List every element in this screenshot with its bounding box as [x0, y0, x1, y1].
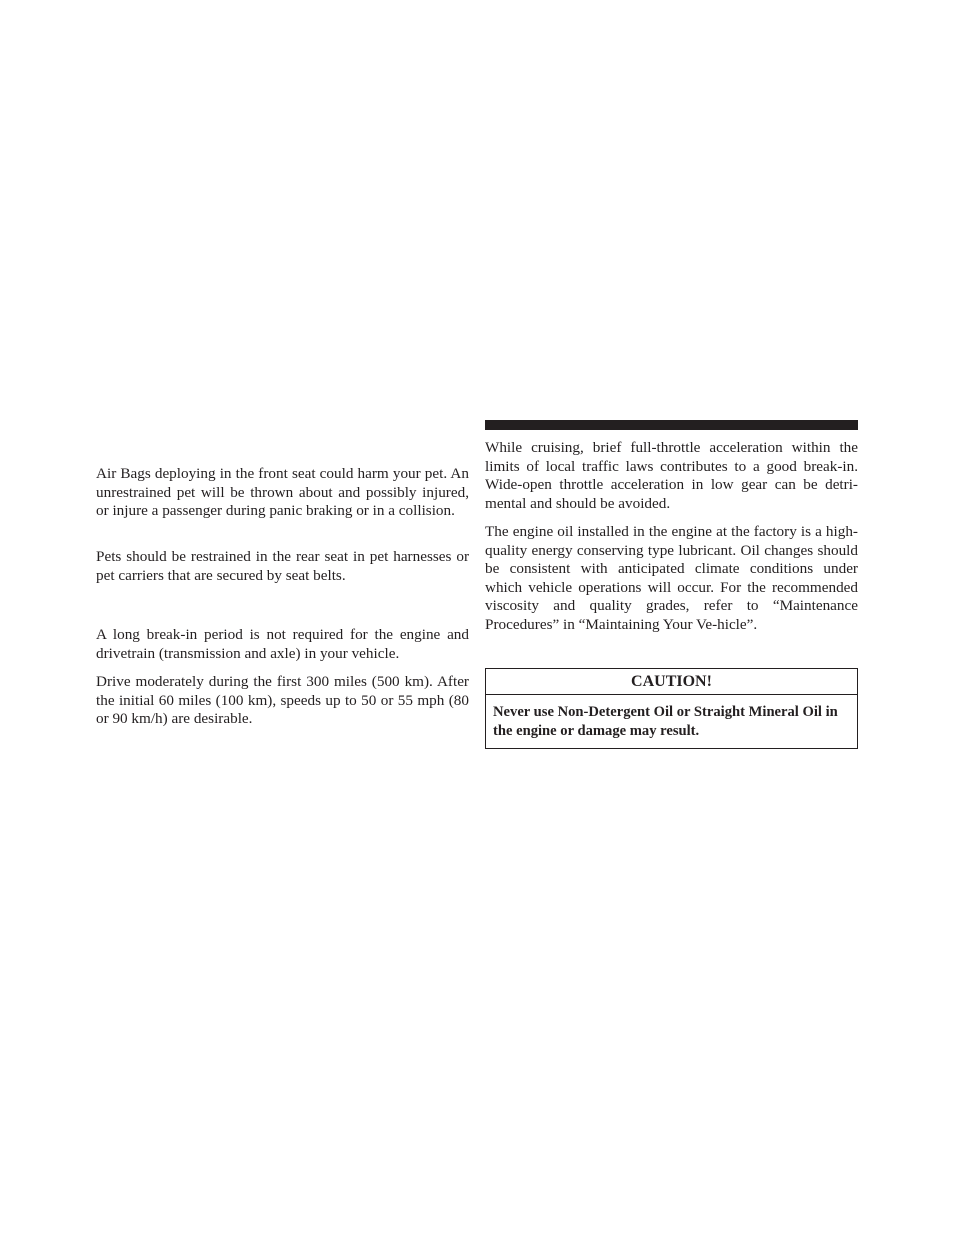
drive-moderately-paragraph: Drive moderately during the first 300 miles (500 km). After the initial 60 miles (100 km), speeds up to 50 or 55 mph (80 or 90 km/h) are desirable. [96, 673, 469, 728]
pets-airbag-paragraph: Air Bags deploying in the front seat could harm your pet. An unrestrained pet will be thrown about and possibly injured, or injure a passenger during panic braking or in a collision. [96, 465, 469, 520]
caution-title: CAUTION! [486, 669, 857, 695]
pets-restraint-paragraph: Pets should be restrained in the rear seat in pet harnesses or pet carriers that are secured by seat belts. [96, 548, 469, 584]
cruising-paragraph: While cruising, brief full-throttle acceleration within the limits of local traffic laws contributes to a good break-in. Wide-open throttle acceleration in low gear can be detri-mental and should be avoided. [485, 439, 858, 512]
engine-oil-paragraph: The engine oil installed in the engine at the factory is a high-quality energy conserving type lubricant. Oil changes should be consistent with anticipated climate conditions under which vehicle operations will occur. For the recommended viscosity and quality grades, refer to “Maintenance Procedures” in “Maintaining Your Ve-hicle”. [485, 523, 858, 633]
caution-text: Never use Non-Detergent Oil or Straight Mineral Oil in the engine or damage may result. [493, 704, 838, 739]
header-rule [485, 420, 858, 430]
break-in-paragraph: A long break-in period is not required for the engine and drivetrain (transmission and axle) in your vehicle. [96, 626, 469, 662]
caution-box [485, 668, 858, 749]
